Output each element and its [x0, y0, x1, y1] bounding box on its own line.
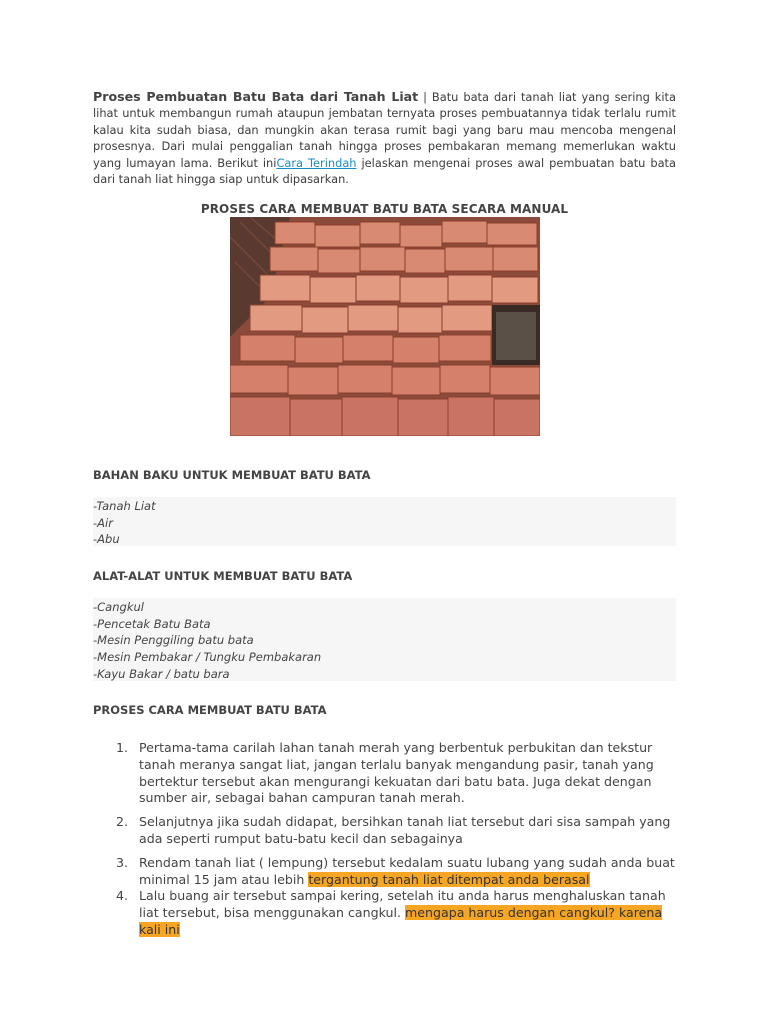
intro-text-1: Batu bata dari tanah liat yang sering kita lihat untuk membangun rumah ataupun jembatan ternyata proses pembuatannya tidak terlalu rumit kalau kita sudah biasa, dan mungkin akan terasa rumit bagi yang baru mau mencoba mengenal prosesnya. Dari mulai penggalian tanah hingga proses pembakaran memang memerlukan waktu yang lumayan lama. Berikut ini — [93, 90, 676, 170]
step-text: Pertama-tama carilah lahan tanah merah yang berbentuk perbukitan dan tekstur tanah meranya sangat liat, jangan terlalu banyak mengandung pasir, tanah yang bertektur tersebut akan mengurangi kekuatan dari batu bata. Juga dekat dengan sumber air, sebagai bahan campuran tanah merah. — [139, 740, 654, 806]
step-number: 2. — [116, 814, 129, 830]
alat-list — [93, 598, 676, 681]
alat-item: -Kayu Bakar / batu bara — [93, 666, 230, 681]
intro-paragraph — [93, 89, 676, 187]
proses-steps-list — [93, 740, 676, 939]
article-title: Proses Pembuatan Batu Bata dari Tanah Liat — [93, 89, 419, 104]
step-item — [93, 740, 676, 807]
alat-item: -Mesin Pembakar / Tungku Pembakaran — [93, 650, 322, 665]
step-number: 4. — [116, 888, 129, 904]
bahan-item: -Tanah Liat — [93, 499, 156, 513]
intro-text-2: jelaskan mengenai proses awal pembuatan batu bata dari tanah liat hingga siap untuk dipasarkan. — [93, 155, 676, 187]
bahan-item: -Air — [93, 515, 113, 530]
step-highlight: tergantung tanah liat ditempat anda berasal — [308, 871, 590, 887]
alat-item: -Pencetak Batu Bata — [93, 616, 211, 631]
bahan-item: -Abu — [93, 532, 120, 547]
bahan-heading: BAHAN BAKU UNTUK MEMBUAT BATU BATA — [93, 468, 371, 482]
step-item — [93, 888, 676, 938]
step-item — [93, 814, 676, 848]
proses-heading: PROSES CARA MEMBUAT BATU BATA — [93, 703, 327, 717]
step-highlight: mengapa harus dengan cangkul? karena kali ini — [139, 905, 663, 937]
cara-terindah-link[interactable]: Cara Terindah — [276, 155, 357, 170]
alat-item: -Mesin Penggiling batu bata — [93, 633, 254, 648]
photo-caption: PROSES CARA MEMBUAT BATU BATA SECARA MANUAL — [200, 202, 569, 216]
brick-stack-photo — [230, 217, 540, 436]
step-item — [93, 855, 676, 889]
step-text: Selanjutnya jika sudah didapat, bersihkan tanah liat tersebut dari sisa sampah yang ada seperti rumput batu-batu kecil dan sebagainya — [139, 814, 671, 846]
step-number: 3. — [116, 854, 129, 870]
step-text: Rendam tanah liat ( lempung) tersebut kedalam suatu lubang yang sudah anda buat minimal 15 jam atau lebih — [139, 854, 675, 887]
title-separator: | — [418, 90, 432, 104]
alat-heading: ALAT-ALAT UNTUK MEMBUAT BATU BATA — [93, 569, 353, 583]
bahan-list — [93, 497, 676, 546]
step-number: 1. — [116, 740, 129, 755]
alat-item: -Cangkul — [93, 600, 144, 614]
step-text: Lalu buang air tersebut sampai kering, setelah itu anda harus menghaluskan tanah liat tersebut, bisa menggunakan cangkul. — [139, 888, 666, 921]
